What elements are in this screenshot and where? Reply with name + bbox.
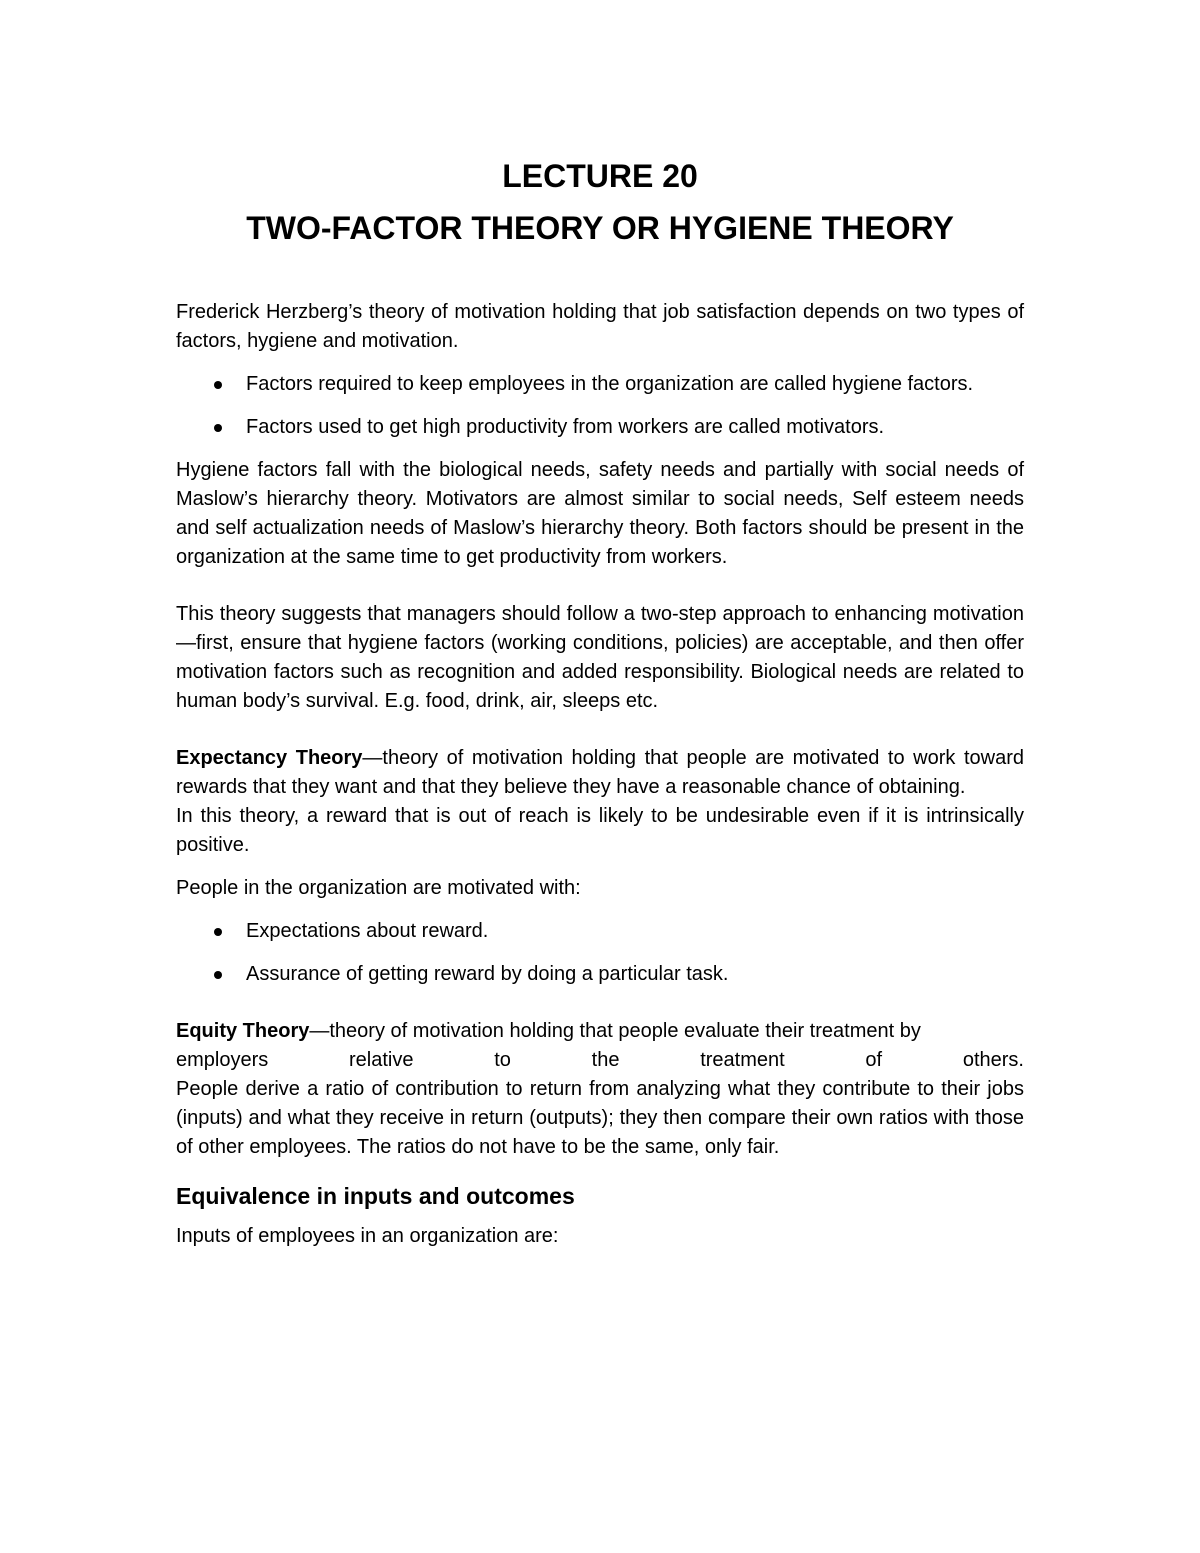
list-item-text: Assurance of getting reward by doing a particular task. — [246, 963, 729, 985]
list-item — [176, 917, 1024, 946]
expectancy-definition — [176, 744, 1024, 802]
list-item-text: Expectations about reward. — [246, 920, 489, 942]
bullet-icon — [214, 928, 222, 936]
expectancy-lead: People in the organization are motivated with: — [176, 877, 581, 899]
equity-term: Equity Theory — [176, 1020, 310, 1042]
hygiene-paragraph: Hygiene factors fall with the biological needs, safety needs and partially with social needs of Maslow’s hierarchy theory. Motivators are almost similar to social needs, Self esteem needs and self actualization needs of Maslow’s hierarchy theory. Both factors should be present in the organization at the same time to get productivity from workers. — [176, 459, 1024, 568]
list-item — [176, 370, 1024, 399]
equity-paragraph: People derive a ratio of contribution to return from analyzing what they contribute to their jobs (inputs) and what they receive in return (outputs); they then compare their own ratios with those of other employees. The ratios do not have to be the same, only fair. — [176, 1078, 1024, 1158]
lecture-number: LECTURE 20 — [502, 158, 698, 194]
section-heading: Equivalence in inputs and outcomes — [176, 1183, 575, 1209]
bullet-icon — [214, 381, 222, 389]
factor-list — [176, 370, 1024, 442]
equity-word: to — [494, 1049, 511, 1071]
approach-paragraph: This theory suggests that managers should follow a two-step approach to enhancing motivation—first, ensure that hygiene factors (working conditions, policies) are acceptable, and then offer motivation factors such as recognition and added responsibility. Biological needs are related to human body’s survival. E.g. food, drink, air, sleeps etc. — [176, 603, 1024, 712]
inputs-lead: Inputs of employees in an organization are: — [176, 1225, 559, 1247]
equity-word: employers — [176, 1049, 269, 1071]
equity-section — [176, 1017, 1024, 1162]
list-item — [176, 413, 1024, 442]
equity-word: treatment — [700, 1049, 785, 1071]
list-item-text: Factors required to keep employees in the organization are called hygiene factors. — [246, 373, 974, 395]
equity-definition — [176, 1017, 1024, 1046]
list-item-text: Factors used to get high productivity from workers are called motivators. — [246, 416, 885, 438]
equity-word: others. — [962, 1049, 1024, 1071]
list-item — [176, 960, 1024, 989]
equity-word: of — [865, 1049, 883, 1071]
expectancy-list — [176, 917, 1024, 989]
equity-definition-line2 — [176, 1046, 1024, 1075]
bullet-icon — [214, 424, 222, 432]
expectancy-definition-text: —theory of motivation holding that people are motivated to work toward rewards that they want and that they believe they have a reasonable chance of obtaining. — [176, 747, 1024, 798]
equity-word: the — [591, 1049, 620, 1071]
equity-definition-text: —theory of motivation holding that people evaluate their treatment by — [309, 1020, 921, 1042]
equity-word: relative — [349, 1049, 414, 1071]
expectancy-term: Expectancy Theory — [176, 747, 363, 769]
document-page — [176, 150, 1024, 1251]
title-block — [176, 150, 1024, 254]
expectancy-note: In this theory, a reward that is out of reach is likely to be undesirable even if it is intrinsically positive. — [176, 805, 1024, 856]
intro-paragraph: Frederick Herzberg’s theory of motivation holding that job satisfaction depends on two types of factors, hygiene and motivation. — [176, 301, 1024, 352]
bullet-icon — [214, 971, 222, 979]
page-title: TWO-FACTOR THEORY OR HYGIENE THEORY — [246, 210, 954, 246]
